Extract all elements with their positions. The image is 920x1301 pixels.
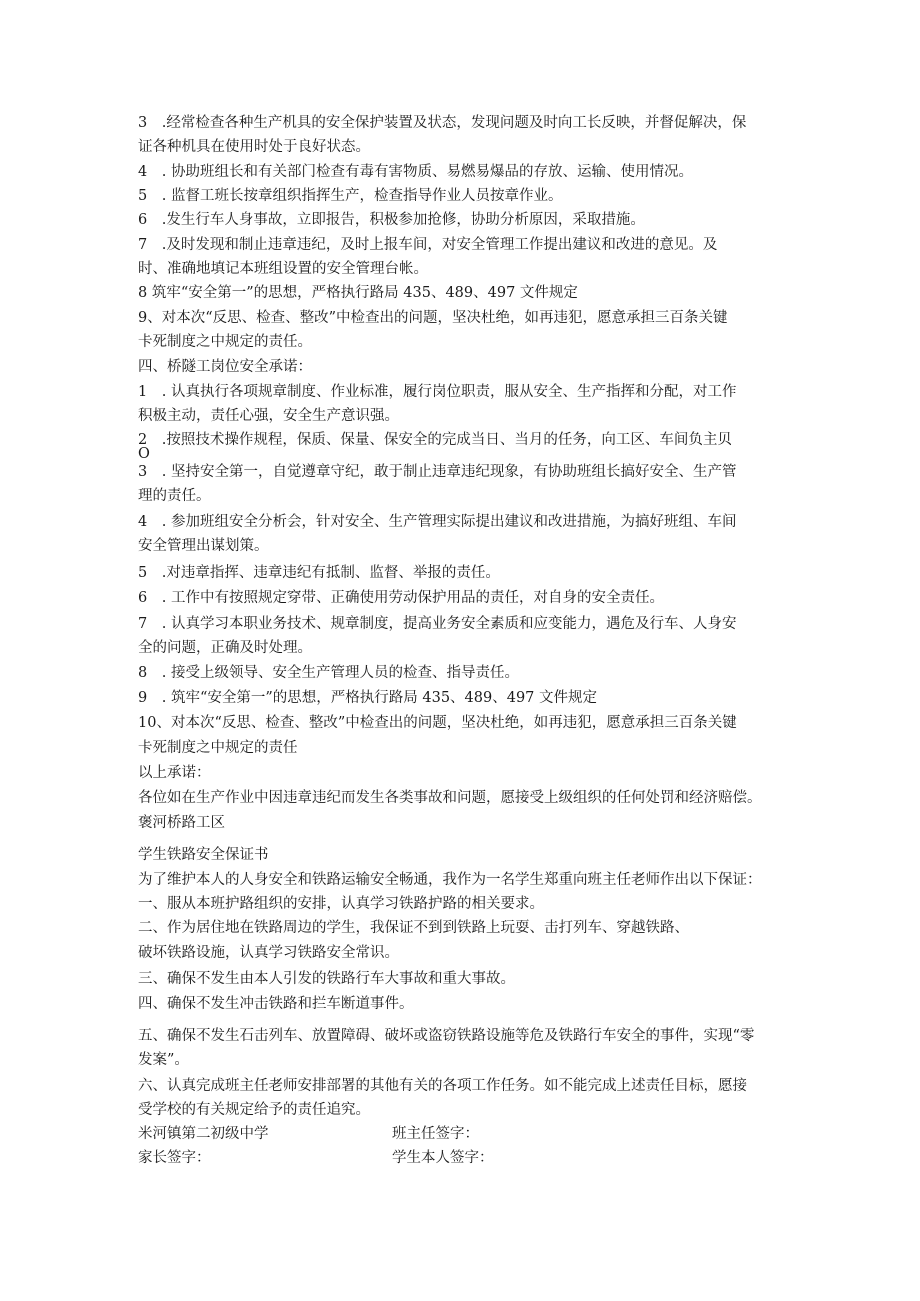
text-line: 受学校的有关规定给予的责任追究。 <box>138 1102 370 1118</box>
text-line: 2 .按照技术操作规程，保质、保量、保安全的完成当日、当月的任务，向工区、车间负主贝 <box>138 432 732 448</box>
document-title: 学生铁路安全保证书 <box>138 847 269 863</box>
text-line: O <box>138 446 150 462</box>
text-line: 3 . 坚持安全第一，自觉遵章守纪，敢于制止违章违纪现象，有协助班组长搞好安全、生产管 <box>138 464 737 480</box>
section-heading: 四、桥隧工岗位安全承诺： <box>138 359 312 375</box>
text-line: 理的责任。 <box>138 488 211 504</box>
teacher-signature-label: 班主任签字： <box>392 1126 479 1142</box>
student-signature-label: 学生本人签字： <box>392 1150 494 1166</box>
text-line: 证各种机具在使用时处于良好状态。 <box>138 139 370 155</box>
text-line: 9 . 筑牢“安全第一”的思想，严格执行路局 435、489、497 文件规定 <box>138 690 598 706</box>
text-line: 卡死制度之中规定的责任 <box>138 740 298 756</box>
text-line: 6 .发生行车人身事故，立即报告，积极参加抢修，协助分析原因，采取措施。 <box>138 212 645 228</box>
school-name: 米河镇第二初级中学 <box>138 1126 269 1142</box>
text-line: 为了维护本人的人身安全和铁路运输安全畅通，我作为一名学生郑重向班主任老师作出以下保证： <box>138 872 762 888</box>
text-line: 8 . 接受上级领导、安全生产管理人员的检查、指导责任。 <box>138 665 519 681</box>
text-line: 4 . 参加班组安全分析会，针对安全、生产管理实际提出建议和改进措施，为搞好班组、车间 <box>138 514 737 530</box>
text-line: 积极主动，责任心强，安全生产意识强。 <box>138 408 399 424</box>
text-line: 二、作为居住地在铁路周边的学生，我保证不到到铁路上玩耍、击打列车、穿越铁路、 <box>138 920 689 936</box>
text-line: 4 . 协助班组长和有关部门检查有毒有害物质、易燃易爆品的存放、运输、使用情况。 <box>138 164 693 180</box>
text-line: 6 . 工作中有按照规定穿带、正确使用劳动保护用品的责任，对自身的安全责任。 <box>138 590 664 606</box>
text-line: 卡死制度之中规定的责任。 <box>138 334 312 350</box>
text-line: 各位如在生产作业中因违章违纪而发生各类事故和问题，愿接受上级组织的任何处罚和经济赔偿。 <box>138 790 762 806</box>
text-line: 8 筑牢“安全第一”的思想，严格执行路局 435、489、497 文件规定 <box>138 285 578 301</box>
text-line: 5 .对违章指挥、违章违纪有抵制、监督、举报的责任。 <box>138 565 500 581</box>
text-line: 五、确保不发生石击列车、放置障碍、破坏或盗窃铁路设施等危及铁路行车安全的事件，实现“零 <box>138 1028 755 1044</box>
text-line: 一、服从本班护路组织的安排，认真学习铁路护路的相关要求。 <box>138 896 544 912</box>
text-line: 发案”。 <box>138 1052 189 1068</box>
text-line: 破坏铁路设施，认真学习铁路安全常识。 <box>138 945 399 961</box>
text-line: 7 .及时发现和制止违章违纪，及时上报车间，对安全管理工作提出建议和改进的意见。及 <box>138 237 718 253</box>
text-line: 9、对本次“反思、检查、整改”中检查出的问题，坚决杜绝，如再违犯，愿意承担三百条关键 <box>138 310 728 326</box>
text-line: 7 . 认真学习本职业务技术、规章制度，提高业务安全素质和应变能力，遇危及行车、人身安 <box>138 616 737 632</box>
text-line: 3 .经常检查各种生产机具的安全保护装置及状态，发现问题及时向工长反映，并督促解决，保 <box>138 115 747 131</box>
text-line: 六、认真完成班主任老师安排部署的其他有关的各项工作任务。如不能完成上述责任目标，愿接 <box>138 1078 747 1094</box>
text-line: 四、确保不发生冲击铁路和拦车断道事件。 <box>138 996 414 1012</box>
text-line: 褒河桥路工区 <box>138 815 225 831</box>
text-line: 10、对本次“反思、检查、整改”中检查出的问题，坚决杜绝，如再违犯，愿意承担三百条关键 <box>138 715 737 731</box>
text-line: 三、确保不发生由本人引发的铁路行车大事故和重大事故。 <box>138 971 515 987</box>
text-line: 全的问题，正确及时处理。 <box>138 640 312 656</box>
parent-signature-label: 家长签字： <box>138 1150 211 1166</box>
text-line: 时、准确地填记本班组设置的安全管理台帐。 <box>138 261 428 277</box>
text-line: 5 . 监督工班长按章组织指挥生产，检查指导作业人员按章作业。 <box>138 188 563 204</box>
text-line: 安全管理出谋划策。 <box>138 538 269 554</box>
text-line: 以上承诺： <box>138 765 211 781</box>
text-line: 1 . 认真执行各项规章制度、作业标准，履行岗位职责，服从安全、生产指挥和分配，对工作 <box>138 384 737 400</box>
